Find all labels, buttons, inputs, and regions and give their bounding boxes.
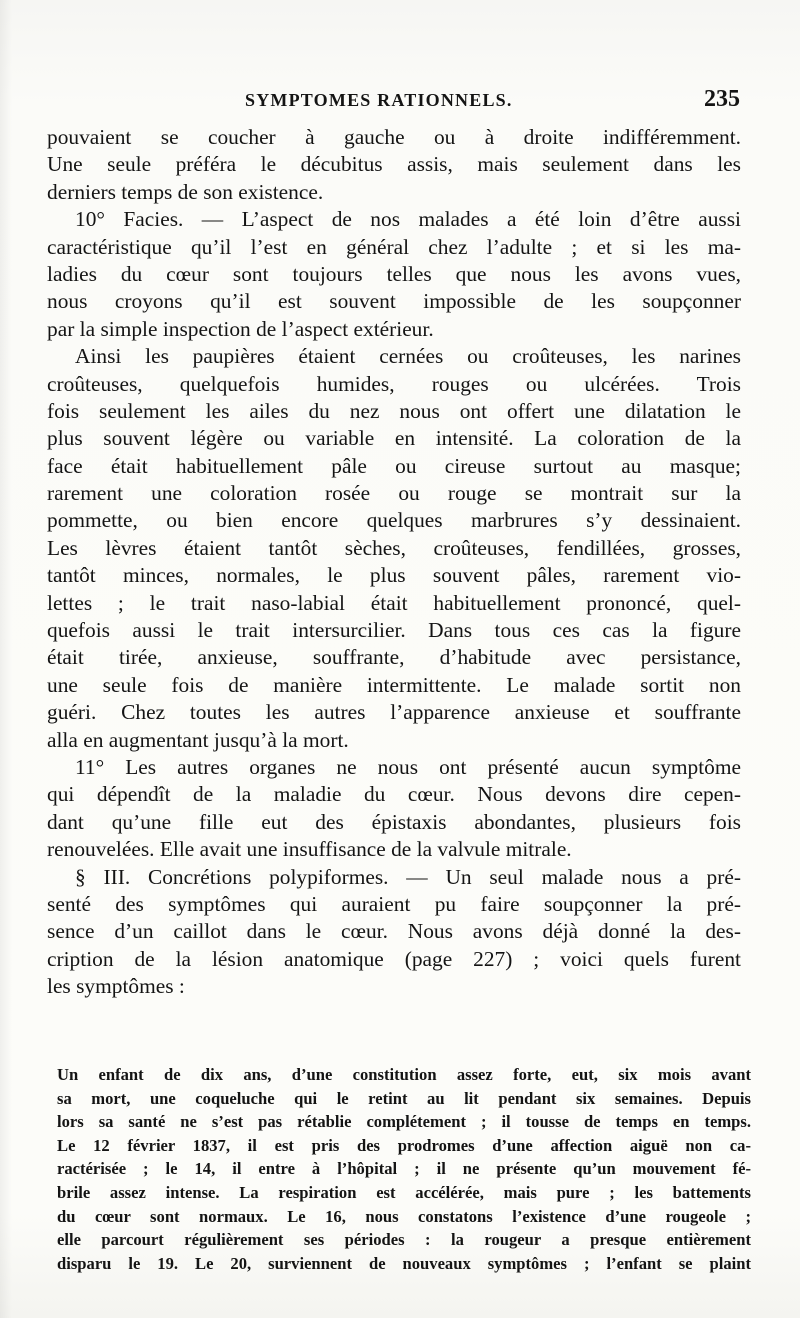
case-line: disparu le 19. Le 20, surviennent de nouveaux symptômes ; l’enfant se plaint: [57, 1253, 751, 1273]
case-line: Un enfant de dix ans, d’une constitution assez forte, eut, six mois avant: [57, 1065, 751, 1084]
text-line: nous croyons qu’il est souvent impossible de les soupçonner: [47, 289, 741, 314]
text-line: alla en augmentant jusqu’à la mort.: [47, 727, 349, 752]
case-line: sa mort, une coqueluche qui le retint au lit pendant six semaines. Depuis: [57, 1088, 751, 1108]
section-concretions-line: § III. Concrétions polypiformes. — Un seul malade nous a pré-: [75, 864, 741, 889]
text-line: pouvaient se coucher à gauche ou à droite indifféremment.: [47, 125, 741, 149]
text-line: plus souvent légère ou variable en intensité. La coloration de la: [47, 426, 741, 451]
text-line: les symptômes :: [47, 974, 185, 999]
text-line: derniers temps de son existence.: [47, 179, 324, 204]
text-line: senté des symptômes qui auraient pu faire soupçonner la pré-: [47, 891, 741, 916]
text-line: Les lèvres étaient tantôt sèches, croûteuses, fendillées, grosses,: [47, 535, 741, 560]
text-line: ladies du cœur sont toujours telles que nous les avons vues,: [47, 261, 741, 286]
page-number: 235: [704, 86, 740, 112]
text-line: pommette, ou bien encore quelques marbrures s’y dessinaient.: [47, 508, 741, 533]
case-line: du cœur sont normaux. Le 16, nous constatons l’existence d’une rougeole ;: [57, 1206, 751, 1226]
text-line: par la simple inspection de l’aspect extérieur.: [47, 316, 434, 341]
case-line: brile assez intense. La respiration est accélérée, mais pure ; les battements: [57, 1182, 751, 1202]
text-line: quefois aussi le trait intersurcilier. Dans tous ces cas la figure: [47, 618, 741, 643]
text-line: Une seule préféra le décubitus assis, mais seulement dans les: [47, 152, 741, 177]
text-line: caractéristique qu’il l’est en général chez l’adulte ; et si les ma-: [47, 234, 741, 259]
text-line: croûteuses, quelquefois humides, rouges ou ulcérées. Trois: [47, 371, 741, 396]
text-line: guéri. Chez toutes les autres l’apparence anxieuse et souffrante: [47, 700, 741, 725]
text-line: qui dépendît de la maladie du cœur. Nous devons dire cepen-: [47, 782, 741, 807]
text-line: cription de la lésion anatomique (page 227) ; voici quels furent: [47, 946, 741, 971]
case-line: elle parcourt régulièrement ses périodes : la rougeur a presque entièrement: [57, 1230, 751, 1250]
text-line: renouvelées. Elle avait une insuffisance de la valvule mitrale.: [47, 837, 572, 862]
running-title: SYMPTOMES RATIONNELS.: [245, 90, 513, 110]
text-line: dant qu’une fille eut des épistaxis abondantes, plusieurs fois: [47, 809, 741, 834]
section-facies-line: 10° Facies. — L’aspect de nos malades a été loin d’être aussi: [75, 207, 741, 232]
case-line: Le 12 février 1837, il est pris des prodromes d’une affection aiguë non ca-: [57, 1135, 751, 1155]
text-line: lettes ; le trait naso-labial était habituellement prononcé, quel-: [47, 590, 741, 615]
text-line: une seule fois de manière intermittente. Le malade sortit non: [47, 672, 741, 697]
case-observation: [57, 1063, 751, 1275]
page-edge-shadow: [0, 0, 12, 1318]
section-other-organs-line: 11° Les autres organes ne nous ont présenté aucun symptôme: [75, 754, 741, 779]
text-line: face était habituellement pâle ou cireuse surtout au masque;: [47, 453, 741, 478]
text-line: était tirée, anxieuse, souffrante, d’habitude avec persistance,: [47, 645, 741, 670]
text-line: rarement une coloration rosée ou rouge se montrait sur la: [47, 481, 741, 506]
text-line: fois seulement les ailes du nez nous ont offert une dilatation le: [47, 398, 741, 423]
text-line: Ainsi les paupières étaient cernées ou croûteuses, les narines: [75, 344, 741, 369]
page-header: [50, 84, 740, 120]
case-line: lors sa santé ne s’est pas rétablie complétement ; il tousse de temps en temps.: [57, 1112, 751, 1132]
text-line: sence d’un caillot dans le cœur. Nous avons déjà donné la des-: [47, 919, 741, 944]
case-line: ractérisée ; le 14, il entre à l’hôpital ; il ne présente qu’un mouvement fé-: [57, 1159, 751, 1179]
text-line: tantôt minces, normales, le plus souvent pâles, rarement vio-: [47, 563, 741, 588]
main-text: [47, 124, 741, 1001]
